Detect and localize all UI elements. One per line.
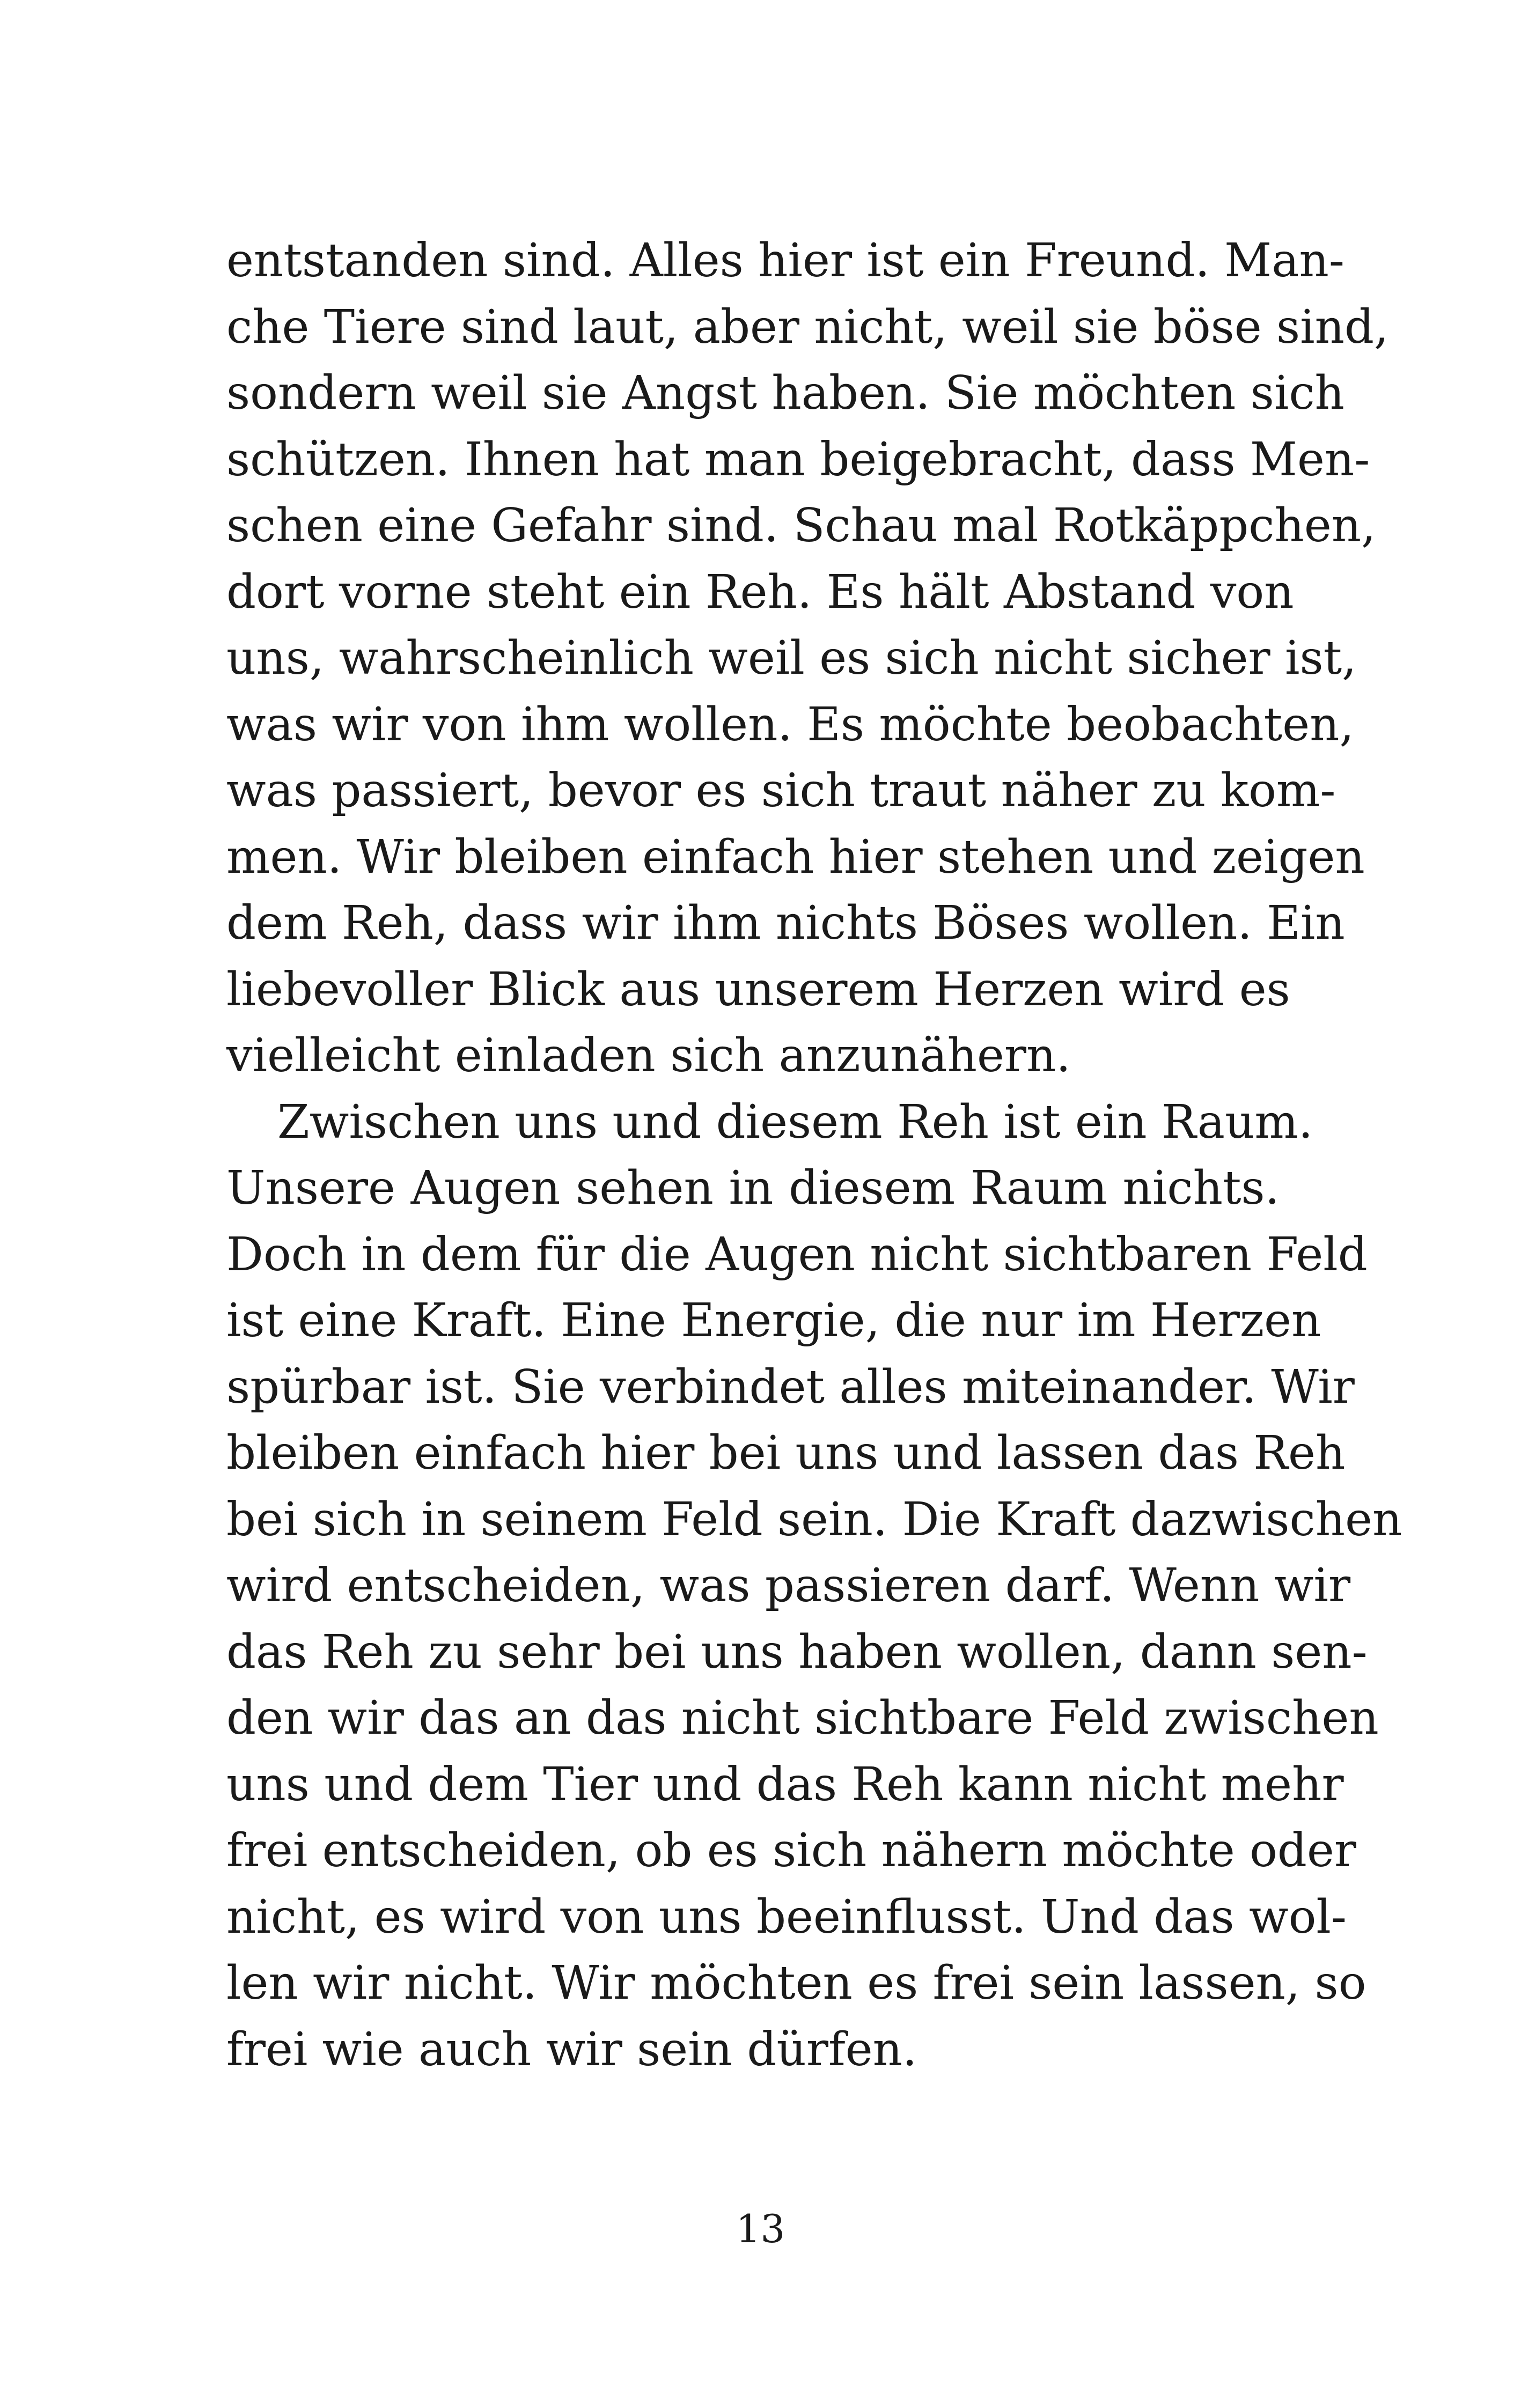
text-line: sondern weil sie Angst haben. Sie möchten sich bbox=[226, 366, 1344, 420]
text-line: das Reh zu sehr bei uns haben wollen, dann sen- bbox=[226, 1625, 1368, 1679]
text-line: schützen. Ihnen hat man beigebracht, dass Men- bbox=[226, 432, 1370, 487]
text-line: den wir das an das nicht sichtbare Feld zwischen bbox=[226, 1691, 1379, 1745]
text-line: bleiben einfach hier bei uns und lassen das Reh bbox=[226, 1426, 1346, 1480]
text-line: len wir nicht. Wir möchten es frei sein lassen, so bbox=[226, 1956, 1366, 2010]
text-line: dem Reh, dass wir ihm nichts Böses wollen. Ein bbox=[226, 896, 1345, 950]
text-line: frei entscheiden, ob es sich nähern möchte oder bbox=[226, 1824, 1356, 1877]
text-line: frei wie auch wir sein dürfen. bbox=[226, 2022, 917, 2076]
text-line: schen eine Gefahr sind. Schau mal Rotkäppchen, bbox=[226, 499, 1376, 553]
text-line: uns, wahrscheinlich weil es sich nicht sicher ist, bbox=[226, 631, 1357, 685]
text-line: wird entscheiden, was passieren darf. Wenn wir bbox=[226, 1559, 1351, 1612]
body-text bbox=[226, 228, 1402, 2083]
text-line: was wir von ihm wollen. Es möchte beobachten, bbox=[226, 697, 1354, 752]
text-line: ist eine Kraft. Eine Energie, die nur im Herzen bbox=[226, 1294, 1321, 1347]
page-number: 13 bbox=[736, 2206, 785, 2251]
text-line: Doch in dem für die Augen nicht sichtbaren Feld bbox=[226, 1227, 1368, 1282]
text-line: Zwischen uns und diesem Reh ist ein Raum. bbox=[277, 1095, 1313, 1149]
text-line: spürbar ist. Sie verbindet alles miteinander. Wir bbox=[226, 1360, 1355, 1414]
text-line: bei sich in seinem Feld sein. Die Kraft dazwischen bbox=[226, 1492, 1402, 1547]
text-line: dort vorne steht ein Reh. Es hält Abstand von bbox=[226, 565, 1294, 619]
text-line: men. Wir bleiben einfach hier stehen und zeigen bbox=[226, 830, 1365, 884]
text-line: entstanden sind. Alles hier ist ein Freund. Man- bbox=[226, 234, 1344, 288]
text-line: che Tiere sind laut, aber nicht, weil sie böse sind, bbox=[226, 300, 1389, 354]
text-line: uns und dem Tier und das Reh kann nicht mehr bbox=[226, 1757, 1344, 1811]
text-line: liebevoller Blick aus unserem Herzen wird es bbox=[226, 962, 1290, 1017]
text-line: Unsere Augen sehen in diesem Raum nichts. bbox=[226, 1161, 1280, 1215]
text-line: nicht, es wird von uns beeinflusst. Und das wol- bbox=[226, 1890, 1347, 1944]
text-line: vielleicht einladen sich anzunähern. bbox=[226, 1029, 1071, 1083]
text-line: was passiert, bevor es sich traut näher zu kom- bbox=[226, 764, 1336, 818]
